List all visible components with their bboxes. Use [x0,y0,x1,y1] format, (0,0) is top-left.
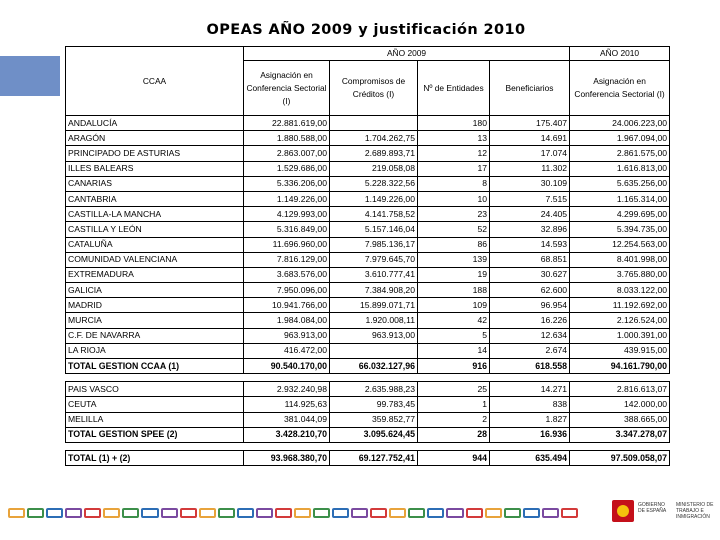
cell-a2009: 381.044,09 [244,412,330,427]
cell-a2010: 388.665,00 [570,412,670,427]
table-row [66,146,670,161]
cell-ent: 52 [418,222,490,237]
chain-link-icon [504,508,521,518]
cell-comp: 2.635.988,23 [330,382,418,397]
table-row [66,397,670,412]
cell-ben: 68.851 [490,252,570,267]
cell-ent: 13 [418,131,490,146]
spreadsheet-sheet [60,18,672,488]
cell-a2009: 7.950.096,00 [244,283,330,298]
cell-a2010: 94.161.790,00 [570,359,670,374]
government-label: GOBIERNO DE ESPAÑA [638,502,667,514]
cell-a2010: 4.299.695,00 [570,207,670,222]
chain-link-icon [408,508,425,518]
cell-ben: 175.407 [490,116,570,131]
cell-ben: 96.954 [490,298,570,313]
cell-a2009: 22.881.619,00 [244,116,330,131]
cell-a2009: 90.540.170,00 [244,359,330,374]
cell-ben: 32.896 [490,222,570,237]
cell-name: TOTAL GESTION SPEE (2) [66,427,244,442]
chain-link-icon [122,508,139,518]
cell-a2009: 7.816.129,00 [244,252,330,267]
decorative-chain [8,506,578,520]
chain-link-icon [542,508,559,518]
cell-name: MADRID [66,298,244,313]
table-row [66,237,670,252]
chain-link-icon [275,508,292,518]
spacer-cell [66,374,670,382]
chain-link-icon [370,508,387,518]
chain-link-icon [161,508,178,518]
cell-a2010: 1.616.813,00 [570,161,670,176]
cell-name: COMUNIDAD VALENCIANA [66,252,244,267]
cell-comp [330,116,418,131]
cell-comp: 15.899.071,71 [330,298,418,313]
chain-link-icon [103,508,120,518]
cell-a2010: 3.765.880,00 [570,267,670,282]
header-compromisos: Compromisos de Créditos (I) [330,61,418,116]
chain-link-icon [466,508,483,518]
table-row [66,283,670,298]
cell-name: MELILLA [66,412,244,427]
total-spee-row [66,427,670,442]
cell-ben: 11.302 [490,161,570,176]
cell-name: CANARIAS [66,176,244,191]
spacer-row [66,442,670,450]
cell-a2010: 12.254.563,00 [570,237,670,252]
cell-a2010: 8.401.998,00 [570,252,670,267]
table-row [66,116,670,131]
cell-ben: 24.405 [490,207,570,222]
chain-link-icon [65,508,82,518]
header-years-row [66,47,670,61]
cell-a2010: 5.394.735,00 [570,222,670,237]
cell-ben: 30.109 [490,176,570,191]
table-row [66,343,670,358]
cell-ben: 12.634 [490,328,570,343]
cell-ent: 8 [418,176,490,191]
header-ccaa: CCAA [66,47,244,116]
cell-name: CANTABRIA [66,191,244,206]
cell-ben: 7.515 [490,191,570,206]
cell-ent: 12 [418,146,490,161]
cell-comp: 4.141.758,52 [330,207,418,222]
cell-name: ANDALUCÍA [66,116,244,131]
cell-a2009: 3.428.210,70 [244,427,330,442]
table-row [66,222,670,237]
cell-a2009: 416.472,00 [244,343,330,358]
spacer-cell [66,442,670,450]
cell-comp: 69.127.752,41 [330,450,418,465]
data-table [65,46,670,466]
chain-link-icon [313,508,330,518]
cell-comp: 5.228.322,56 [330,176,418,191]
spain-coat-of-arms-icon [612,500,634,522]
cell-comp: 1.149.226,00 [330,191,418,206]
table-row [66,191,670,206]
cell-a2010: 11.192.692,00 [570,298,670,313]
cell-a2009: 1.984.084,00 [244,313,330,328]
chain-link-icon [485,508,502,518]
cell-comp: 219.058,08 [330,161,418,176]
cell-ben: 14.271 [490,382,570,397]
cell-comp: 99.783,45 [330,397,418,412]
chain-link-icon [332,508,349,518]
header-asignacion-2009: Asignación en Conferencia Sectorial (I) [244,61,330,116]
chain-link-icon [180,508,197,518]
cell-a2010: 97.509.058,07 [570,450,670,465]
chain-link-icon [27,508,44,518]
cell-ent: 14 [418,343,490,358]
cell-ent: 1 [418,397,490,412]
header-year-2010: AÑO 2010 [570,47,670,61]
cell-ben: 62.600 [490,283,570,298]
cell-ent: 916 [418,359,490,374]
cell-ent: 188 [418,283,490,298]
table-row [66,382,670,397]
cell-name: TOTAL (1) + (2) [66,450,244,465]
cell-a2009: 5.316.849,00 [244,222,330,237]
cell-comp: 66.032.127,96 [330,359,418,374]
cell-comp: 1.704.262,75 [330,131,418,146]
cell-a2010: 5.635.256,00 [570,176,670,191]
cell-ent: 23 [418,207,490,222]
cell-a2010: 1.000.391,00 [570,328,670,343]
cell-ent: 109 [418,298,490,313]
chain-link-icon [294,508,311,518]
cell-comp: 7.985.136,17 [330,237,418,252]
table-row [66,328,670,343]
cell-name: ILLES BALEARS [66,161,244,176]
cell-a2009: 2.863.007,00 [244,146,330,161]
table-row [66,313,670,328]
cell-a2009: 4.129.993,00 [244,207,330,222]
cell-name: PAIS VASCO [66,382,244,397]
cell-comp: 7.979.645,70 [330,252,418,267]
cell-name: GALICIA [66,283,244,298]
cell-ent: 139 [418,252,490,267]
cell-a2010: 142.000,00 [570,397,670,412]
cell-a2009: 114.925,63 [244,397,330,412]
cell-ben: 14.691 [490,131,570,146]
cell-a2009: 93.968.380,70 [244,450,330,465]
cell-ent: 2 [418,412,490,427]
chain-link-icon [218,508,235,518]
page-title: OPEAS AÑO 2009 y justificación 2010 [206,22,526,38]
cell-ben: 635.494 [490,450,570,465]
cell-ent: 17 [418,161,490,176]
cell-a2010: 8.033.122,00 [570,283,670,298]
cell-name: CASTILLA-LA MANCHA [66,207,244,222]
cell-name: C.F. DE NAVARRA [66,328,244,343]
grand-total-row [66,450,670,465]
cell-name: EXTREMADURA [66,267,244,282]
header-entidades: Nº de Entidades [418,61,490,116]
cell-name: CEUTA [66,397,244,412]
total-ccaa-row [66,359,670,374]
cell-a2010: 439.915,00 [570,343,670,358]
cell-ben: 2.674 [490,343,570,358]
cell-ben: 14.593 [490,237,570,252]
cell-name: TOTAL GESTION CCAA (1) [66,359,244,374]
cell-a2009: 5.336.206,00 [244,176,330,191]
cell-ent: 944 [418,450,490,465]
cell-comp [330,343,418,358]
cell-a2010: 3.347.278,07 [570,427,670,442]
chain-link-icon [237,508,254,518]
cell-ent: 28 [418,427,490,442]
ministry-name: MINISTERIO DE TRABAJO E INMIGRACIÓN [676,502,714,520]
cell-name: MURCIA [66,313,244,328]
cell-a2009: 11.696.960,00 [244,237,330,252]
cell-ent: 25 [418,382,490,397]
cell-ent: 180 [418,116,490,131]
cell-ben: 618.558 [490,359,570,374]
chain-link-icon [389,508,406,518]
cell-ben: 16.936 [490,427,570,442]
cell-name: CATALUÑA [66,237,244,252]
table-row [66,207,670,222]
cell-a2009: 1.880.588,00 [244,131,330,146]
chain-link-icon [561,508,578,518]
chain-link-icon [256,508,273,518]
cell-comp: 963.913,00 [330,328,418,343]
chain-link-icon [199,508,216,518]
cell-name: LA RIOJA [66,343,244,358]
cell-name: ARAGÓN [66,131,244,146]
footer [0,496,720,526]
spacer-row [66,374,670,382]
table-row [66,161,670,176]
chain-link-icon [427,508,444,518]
chain-link-icon [141,508,158,518]
cell-ent: 42 [418,313,490,328]
cell-ben: 1.827 [490,412,570,427]
cell-ben: 838 [490,397,570,412]
chain-link-icon [446,508,463,518]
cell-a2009: 1.529.686,00 [244,161,330,176]
cell-a2010: 2.816.613,07 [570,382,670,397]
cell-a2010: 2.861.575,00 [570,146,670,161]
cell-ben: 16.226 [490,313,570,328]
cell-comp: 3.610.777,41 [330,267,418,282]
cell-ent: 86 [418,237,490,252]
cell-comp: 3.095.624,45 [330,427,418,442]
cell-a2009: 2.932.240,98 [244,382,330,397]
cell-a2010: 2.126.524,00 [570,313,670,328]
cell-a2009: 3.683.576,00 [244,267,330,282]
cell-comp: 2.689.893,71 [330,146,418,161]
chain-link-icon [8,508,25,518]
cell-a2009: 10.941.766,00 [244,298,330,313]
chain-link-icon [523,508,540,518]
cell-ent: 19 [418,267,490,282]
cell-a2010: 1.165.314,00 [570,191,670,206]
cell-comp: 5.157.146,04 [330,222,418,237]
cell-name: PRINCIPADO DE ASTURIAS [66,146,244,161]
cell-ent: 10 [418,191,490,206]
cell-comp: 359.852,77 [330,412,418,427]
chain-link-icon [351,508,368,518]
cell-a2009: 1.149.226,00 [244,191,330,206]
cell-ent: 5 [418,328,490,343]
table-row [66,176,670,191]
chain-link-icon [84,508,101,518]
table-row [66,298,670,313]
table-row [66,252,670,267]
cell-name: CASTILLA Y LEÓN [66,222,244,237]
cell-a2010: 24.006.223,00 [570,116,670,131]
table-row [66,131,670,146]
cell-ben: 17.074 [490,146,570,161]
table-row [66,412,670,427]
cell-a2009: 963.913,00 [244,328,330,343]
chain-link-icon [46,508,63,518]
cell-comp: 7.384.908,20 [330,283,418,298]
header-year-2009: AÑO 2009 [244,47,570,61]
header-asignacion-2010: Asignación en Conferencia Sectorial (I) [570,61,670,116]
cell-a2010: 1.967.094,00 [570,131,670,146]
cell-comp: 1.920.008,11 [330,313,418,328]
table-row [66,267,670,282]
header-beneficiarios: Beneficiarios [490,61,570,116]
cell-ben: 30.627 [490,267,570,282]
